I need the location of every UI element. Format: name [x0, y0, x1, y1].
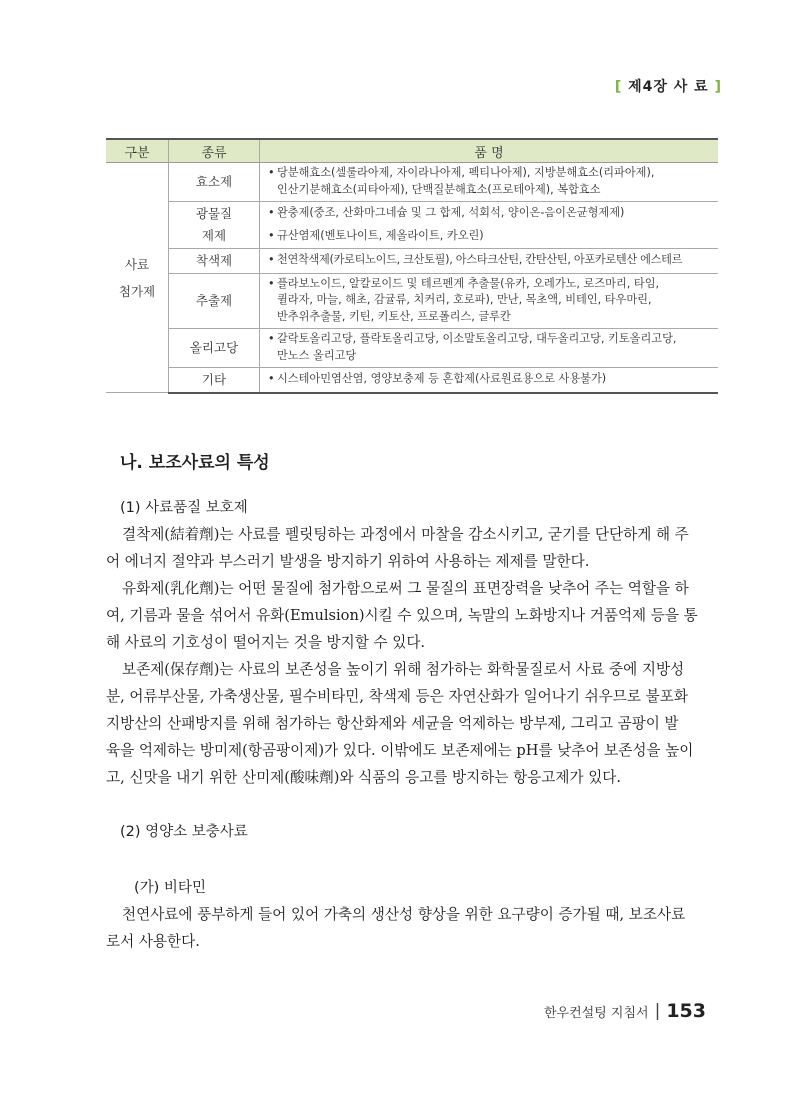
page-number: 153: [666, 1000, 706, 1022]
items-cell: [260, 367, 719, 393]
text-line: 분, 어류부산물, 가축생산물, 필수비타민, 착색제 등은 자연산화가 일어나기 쉬우므로 불포화: [106, 688, 688, 705]
type-label: 추출제: [195, 292, 233, 308]
item-text: 반추위추출물, 키틴, 키토산, 프로폴리스, 글루칸: [277, 310, 511, 324]
type-label: 효소제: [195, 173, 233, 189]
item-entry: [268, 165, 714, 199]
bullet: •: [268, 276, 275, 290]
bullet: •: [268, 205, 275, 219]
item-entry: [268, 205, 714, 222]
items-cell: [260, 328, 719, 367]
footer-divider: |: [654, 1001, 661, 1021]
subsubsection-title: (가) 비타민: [134, 880, 206, 896]
page-footer: [544, 1000, 706, 1022]
book-title: 한우컨설팅 지침서: [543, 1005, 649, 1021]
text-line: 어 에너지 절약과 부스러기 발생을 방지하기 위하여 사용하는 제제를 말한다.: [106, 553, 590, 570]
text-line: 로서 사용한다.: [106, 933, 200, 950]
type-cell: [169, 367, 260, 393]
item-text: 플라보노이드, 알칼로이드 및 테르펜계 추출물(유카, 오레가노, 로즈마리, 타임,: [277, 276, 660, 290]
item-text: 인산기분해효소(피타아제), 단백질분해효소(프로테아제), 복합효소: [277, 182, 601, 196]
subsection-title: (1) 사료품질 보호제: [120, 500, 248, 516]
table-row: [106, 248, 718, 273]
item-text: 만노스 올리고당: [277, 348, 357, 362]
subsection-title: (2) 영양소 보충사료: [120, 824, 248, 840]
items-cell: [260, 273, 719, 328]
table-row: [106, 328, 718, 367]
header-category: 구분: [106, 139, 169, 163]
text-line: 보존제(保存劑)는 사료의 보존성을 높이기 위해 첨가하는 화학물질로서 사료 중에 지방성: [122, 661, 685, 678]
paragraph-preservative: [106, 656, 722, 791]
additive-table: [106, 138, 718, 394]
items-cell: [260, 163, 719, 202]
chapter-header: [615, 76, 722, 96]
bullet: •: [268, 228, 275, 242]
item-text: 천연착색제(카로티노이드, 크산토필), 아스타크산틴, 칸탄산틴, 아포카로텐산 에스테르: [277, 253, 683, 267]
table-header-row: [106, 139, 718, 163]
paragraph-emulsifier: [106, 575, 722, 656]
type-cell: [169, 248, 260, 273]
text-line: 고, 신맛을 내기 위한 산미제(酸味劑)와 식품의 응고를 방지하는 항응고제가 있다.: [106, 769, 622, 786]
text-line: 해 사료의 기호성이 떨어지는 것을 방지할 수 있다.: [106, 634, 426, 651]
items-cell: [260, 201, 719, 248]
item-text: 퀼라자, 마늘, 해초, 감귤류, 치커리, 호로파), 만난, 목초액, 비테인, 타우마린,: [277, 293, 652, 307]
type-cell: [169, 273, 260, 328]
text-line: 육을 억제하는 방미제(항곰팡이제)가 있다. 이밖에도 보존제에는 pH를 낮추어 보존성을 높이: [106, 742, 694, 759]
table-row: [106, 367, 718, 393]
bullet: •: [268, 166, 275, 179]
paragraph-binder: [106, 521, 722, 575]
header-items: 품 명: [260, 139, 719, 163]
text-line: 지방산의 산패방지를 위해 첨가하는 항산화제와 세균을 억제하는 방부제, 그리고 곰팡이 발: [106, 715, 679, 732]
table-row: [106, 163, 718, 202]
item-text: 규산염제(벤토나이트, 제올라이트, 카오린): [277, 228, 484, 242]
table-row: [106, 273, 718, 328]
chapter-label: 제4장 사 료: [628, 79, 709, 95]
item-entry: [268, 371, 714, 388]
bullet: •: [268, 331, 275, 345]
header-type: 종류: [169, 139, 260, 163]
bullet: •: [268, 253, 275, 267]
category-line: 첨가제: [118, 283, 156, 299]
category-cell: [106, 163, 169, 393]
item-text: 갈락토올리고당, 플락토올리고당, 이소말토올리고당, 대두올리고당, 키토올리고당,: [277, 331, 677, 345]
item-text: 완충제(중조, 산화마그네슘 및 그 합제, 석회석, 양이온-음이온균형제제): [277, 205, 625, 219]
bracket-right: ]: [708, 79, 722, 95]
item-text: 시스테아민염산염, 영양보충제 등 혼합제(사료원료용으로 사용불가): [277, 372, 607, 386]
type-cell: [169, 328, 260, 367]
type-cell: [169, 163, 260, 202]
paragraph-vitamin: [106, 901, 722, 955]
item-text: 당분해효소(셀룰라아제, 자이라나아제, 펙티나아제), 지방분해효소(리파아제),: [277, 166, 655, 179]
item-entry: [268, 228, 714, 245]
type-label: 착색제: [195, 252, 233, 268]
category-line: 사료: [124, 256, 150, 272]
text-line: 결착제(結着劑)는 사료를 펠릿팅하는 과정에서 마찰을 감소시키고, 굳기를 단단하게 해 주: [122, 526, 689, 543]
type-label: 광물질: [195, 205, 233, 221]
type-label: 제제: [201, 227, 227, 243]
table-row: [106, 201, 718, 248]
bracket-left: [: [614, 79, 629, 95]
text-line: 유화제(乳化劑)는 어떤 물질에 첨가함으로써 그 물질의 표면장력을 낮추어 주는 역할을 하: [122, 580, 689, 597]
type-label: 올리고당: [189, 339, 239, 355]
section-title: 나. 보조사료의 특성: [120, 453, 270, 473]
type-cell: [169, 201, 260, 248]
text-line: 천연사료에 풍부하게 들어 있어 가축의 생산성 향상을 위한 요구량이 증가될 때, 보조사료: [122, 906, 686, 923]
item-entry: [268, 252, 714, 269]
item-entry: [268, 276, 714, 326]
item-entry: [268, 331, 714, 365]
items-cell: [260, 248, 719, 273]
type-label: 기타: [201, 371, 227, 387]
bullet: •: [268, 372, 275, 386]
text-line: 여, 기름과 물을 섞어서 유화(Emulsion)시킬 수 있으며, 녹말의 노화방지나 거품억제 등을 통: [106, 607, 698, 624]
